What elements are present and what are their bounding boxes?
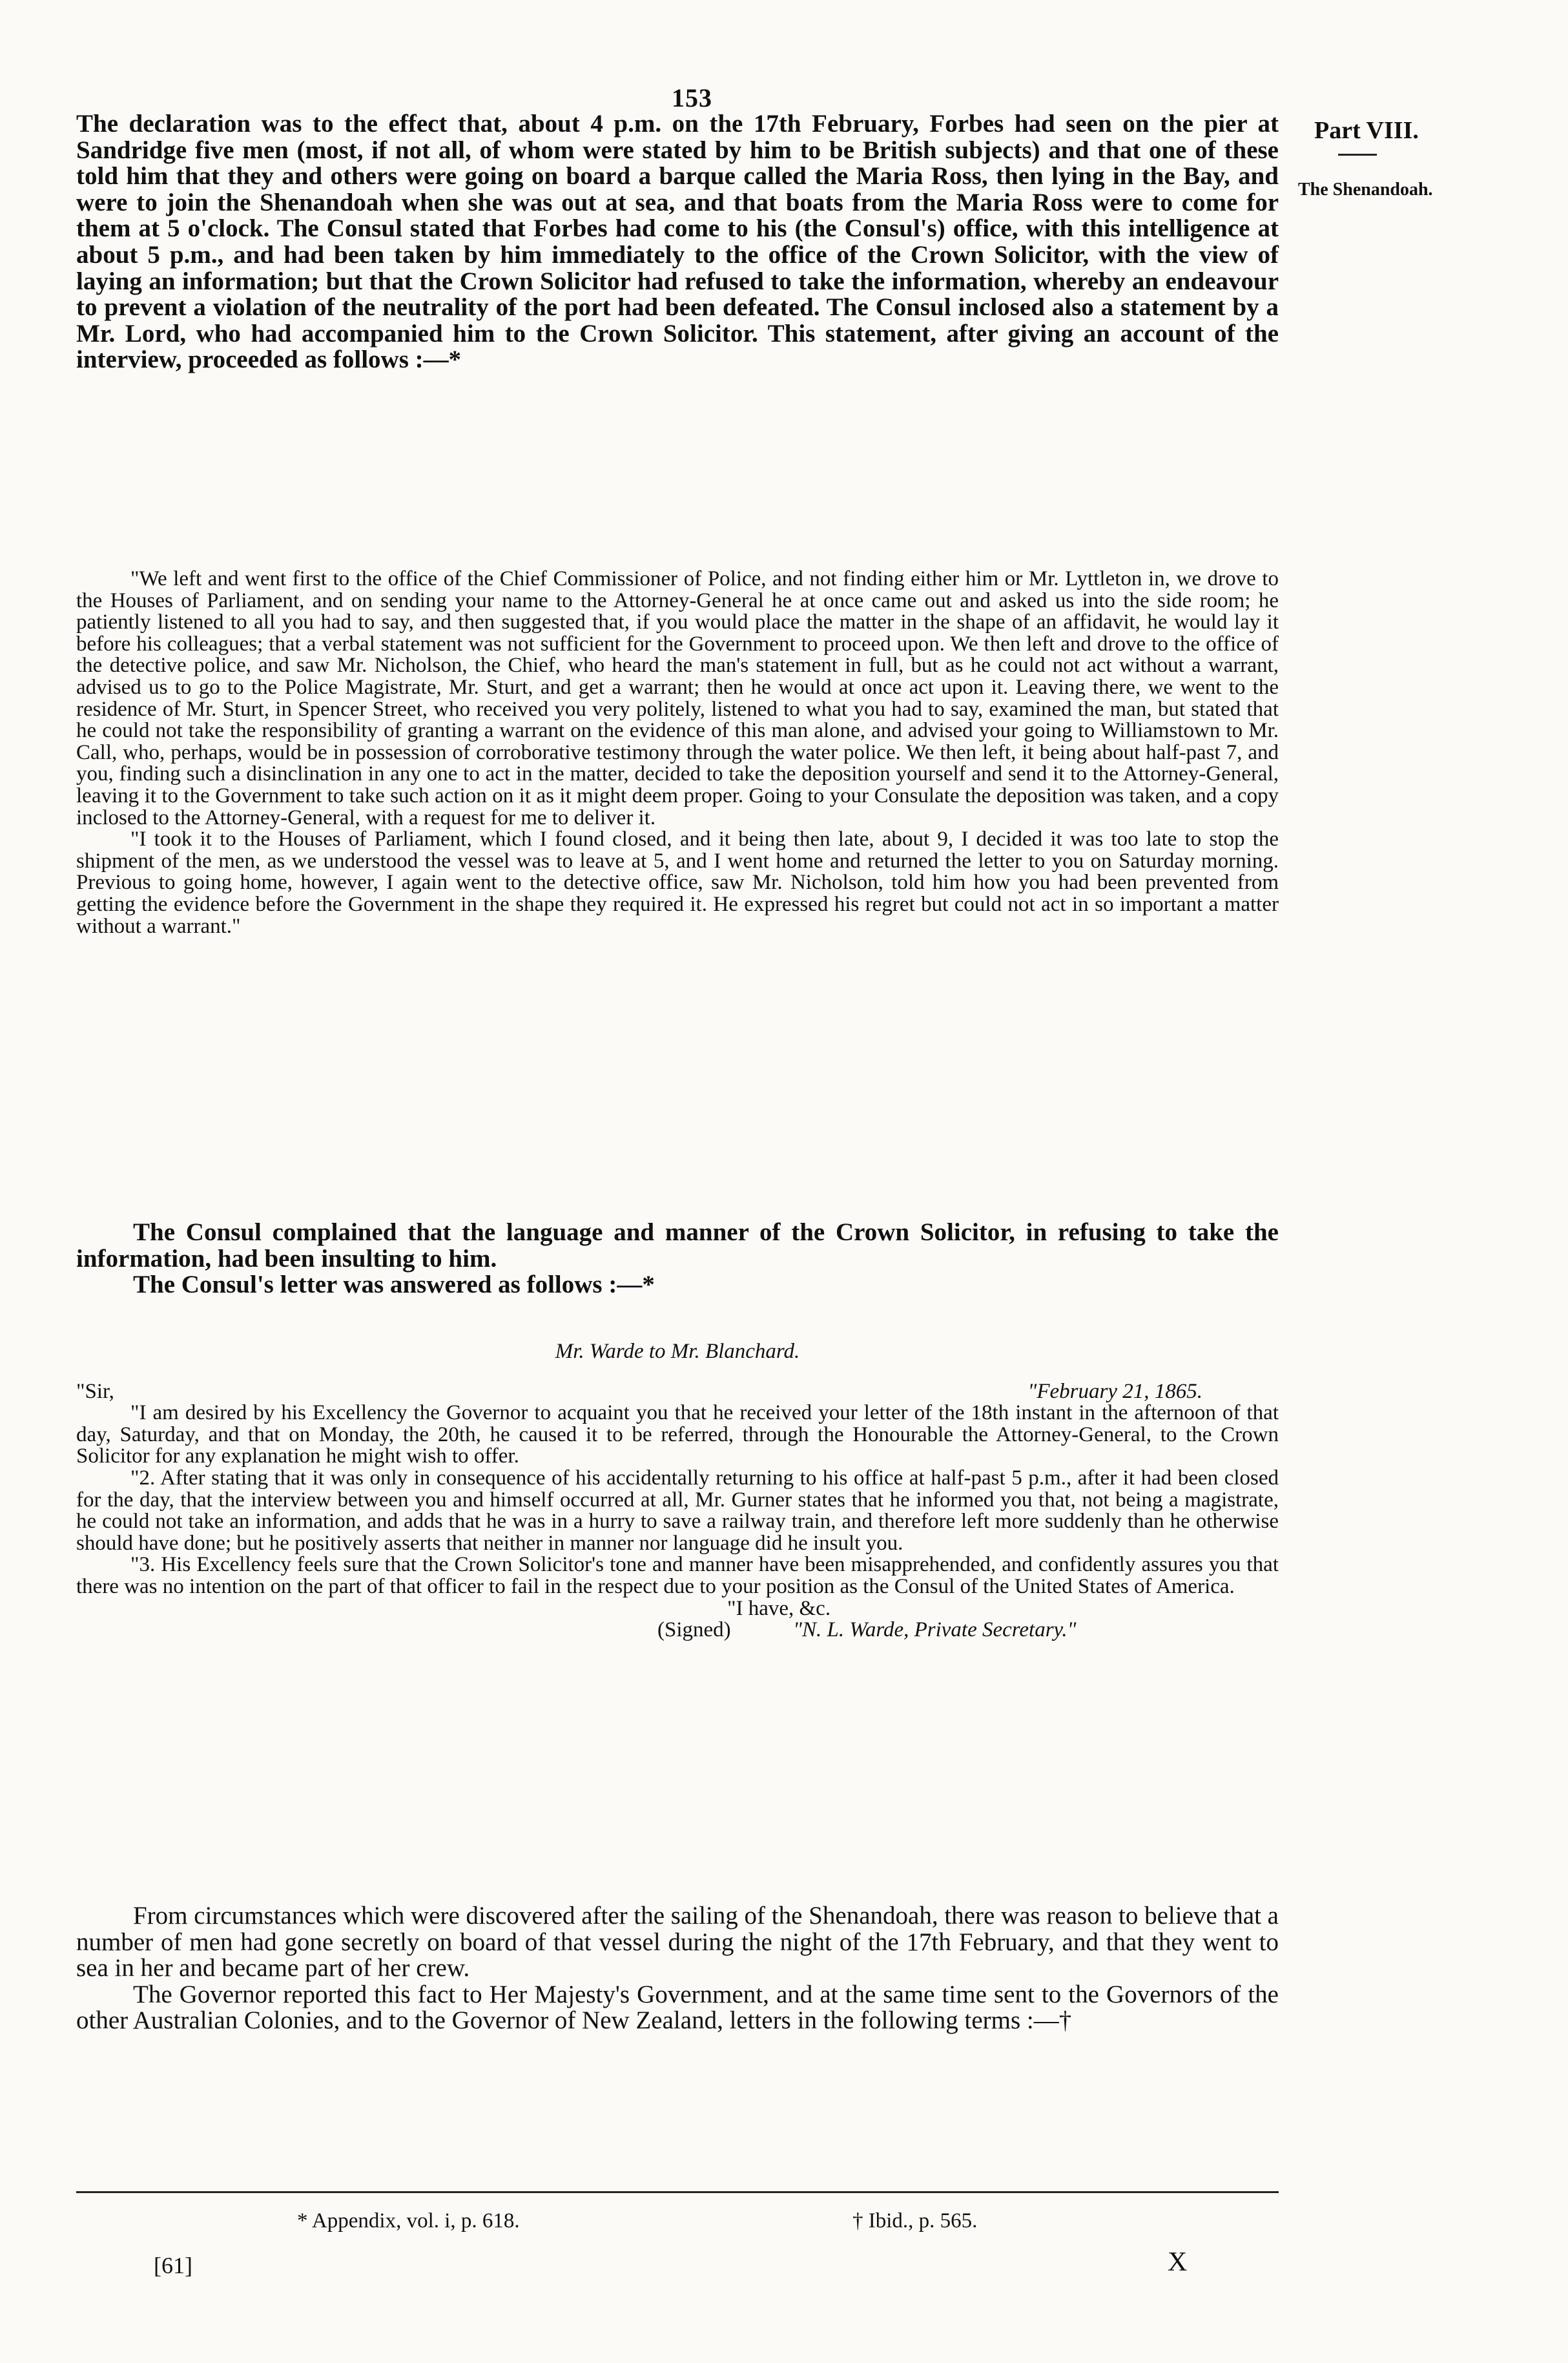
- main-text-block-2: [76, 1220, 1279, 1298]
- paragraph-complaint: The Consul complained that the language and manner of the Crown Solicitor, in refusing to take the information, had been insulting to him.: [76, 1218, 1279, 1273]
- letter-salutation-row: [76, 1381, 1279, 1403]
- letter-paragraph-1: "I am desired by his Excellency the Governor to acquaint you that he received your letter of the 18th instant in the afternoon of that day, Saturday, and that on Monday, the 20th, he caused it to be referred, through the Honourable the Attorney-General, to the Crown Solicitor for any explanation he might wish to offer.: [76, 1401, 1279, 1468]
- letter-date: "February 21, 1865.: [1027, 1379, 1202, 1403]
- margin-topic: The Shenandoah.: [1298, 180, 1433, 200]
- footnote-rule: [76, 2191, 1279, 2193]
- quote-paragraph-2: "I took it to the Houses of Parliament, which I found closed, and it being then late, about 9, I decided it was too late to stop the shipment of the men, as we understood the vessel was to leave at 5, and I went home and returned the letter to you on Saturday morning. Previous to going home, however, I again went to the detective office, saw Mr. Nicholson, told him how you had been prevented from getting the evidence before the Government in the shape they required it. He expressed his regret but could not act in so important a matter without a warrant.": [76, 828, 1279, 938]
- signature-mark: [61]: [154, 2253, 192, 2278]
- letter-signature-row: [76, 1619, 1279, 1641]
- main-text-block-1: [76, 111, 1279, 373]
- footnote-2: † Ibid., p. 565.: [852, 2209, 978, 2233]
- letter-block: [76, 1341, 1279, 1641]
- quoted-statement: [76, 568, 1279, 937]
- main-text-block-3: [76, 1903, 1279, 2034]
- letter-paragraph-2: "2. After stating that it was only in consequence of his accidentally returning to his office at half-past 5 p.m., after it had been closed for the day, that the interview between you and himself occurred at all, Mr. Gurner states that he informed you that, not being a magistrate, he could not take an information, and adds that he was in a hurry to save a railway train, and therefore left more suddenly than he otherwise should have done; but he positively asserts that neither in manner nor language did he insult you.: [76, 1466, 1279, 1555]
- letter-signature: "N. L. Warde, Private Secretary.": [793, 1618, 1077, 1642]
- paragraph-answer-intro: The Consul's letter was answered as follows :—*: [133, 1271, 655, 1299]
- paragraph-circumstances: From circumstances which were discovered after the sailing of the Shenandoah, there was reason to believe that a number of men had gone secretly on board of that vessel during the night of the 17th February, and that they went to sea in her and became part of her crew.: [76, 1902, 1279, 1983]
- paragraph-declaration: The declaration was to the effect that, about 4 p.m. on the 17th February, Forbes had seen on the pier at Sandridge five men (most, if not all, of whom were stated by him to be British subjects) and that one of these told him that they and others were going on board a barque called the Maria Ross, then lying in the Bay, and were to join the Shenandoah when she was out at sea, and that boats from the Maria Ross were to come for them at 5 o'clock. The Consul stated that Forbes had come to his (the Consul's) office, with this intelligence at about 5 p.m., and had been taken by him immediately to the office of the Crown Solicitor, with the view of laying an information; but that the Crown Solicitor had refused to take the information, whereby an endeavour to prevent a violation of the neutrality of the port had been defeated. The Consul inclosed also a statement by a Mr. Lord, who had accompanied him to the Crown Solicitor. This statement, after giving an account of the interview, proceeded as follows :—*: [76, 110, 1279, 374]
- margin-rule: [1338, 154, 1377, 156]
- page-number: 153: [672, 83, 712, 112]
- letter-heading: Mr. Warde to Mr. Blanchard.: [555, 1340, 800, 1363]
- footnote-1: * Appendix, vol. i, p. 618.: [297, 2209, 520, 2233]
- quote-paragraph-1: "We left and went first to the office of the Chief Commissioner of Police, and not finding either him or Mr. Lyttleton in, we drove to the Houses of Parliament, and on sending your name to the Attorney-General he at once came out and asked us into the side room; he patiently listened to all you had to say, and then suggested that, if you would place the matter in the shape of an affidavit, he would lay it before his colleagues; that a verbal statement was not sufficient for the Government to proceed upon. We then left and drove to the office of the detective police, and saw Mr. Nicholson, the Chief, who heard the man's statement in full, but as he could not act without a warrant, advised us to go to the Police Magistrate, Mr. Sturt, and get a warrant; then he would at once act upon it. Leaving there, we went to the residence of Mr. Sturt, in Spencer Street, who received you very politely, listened to what you had to say, examined the man, but stated that he could not take the responsibility of granting a warrant on the evidence of this man alone, and advised your going to Williamstown to Mr. Call, who, perhaps, would be in possession of corroborative testimony through the water police. We then left, it being about half-past 7, and you, finding such a disinclination in any one to act in the matter, decided to take the deposition yourself and send it to the Attorney-General, leaving it to the Government to take such action on it as it might deem proper. Going to your Consulate the deposition was taken, and a copy inclosed to the Attorney-General, with a request for me to deliver it.: [76, 567, 1279, 829]
- catchword: X: [1168, 2247, 1188, 2277]
- margin-part-heading: Part VIII.: [1314, 117, 1419, 144]
- signed-label: (Signed): [657, 1618, 731, 1642]
- letter-closing: "I have, &c.: [727, 1596, 831, 1620]
- paragraph-governor-report: The Governor reported this fact to Her Majesty's Government, and at the same time sent to the Governors of the other Australian Colonies, and to the Governor of New Zealand, letters in the following terms :—†: [76, 1980, 1279, 2035]
- letter-paragraph-3: "3. His Excellency feels sure that the Crown Solicitor's tone and manner have been misapprehended, and confidently assures you that there was no intention on the part of that officer to fail in the respect due to your position as the Consul of the United States of America.: [76, 1553, 1279, 1598]
- letter-salutation: "Sir,: [76, 1379, 114, 1403]
